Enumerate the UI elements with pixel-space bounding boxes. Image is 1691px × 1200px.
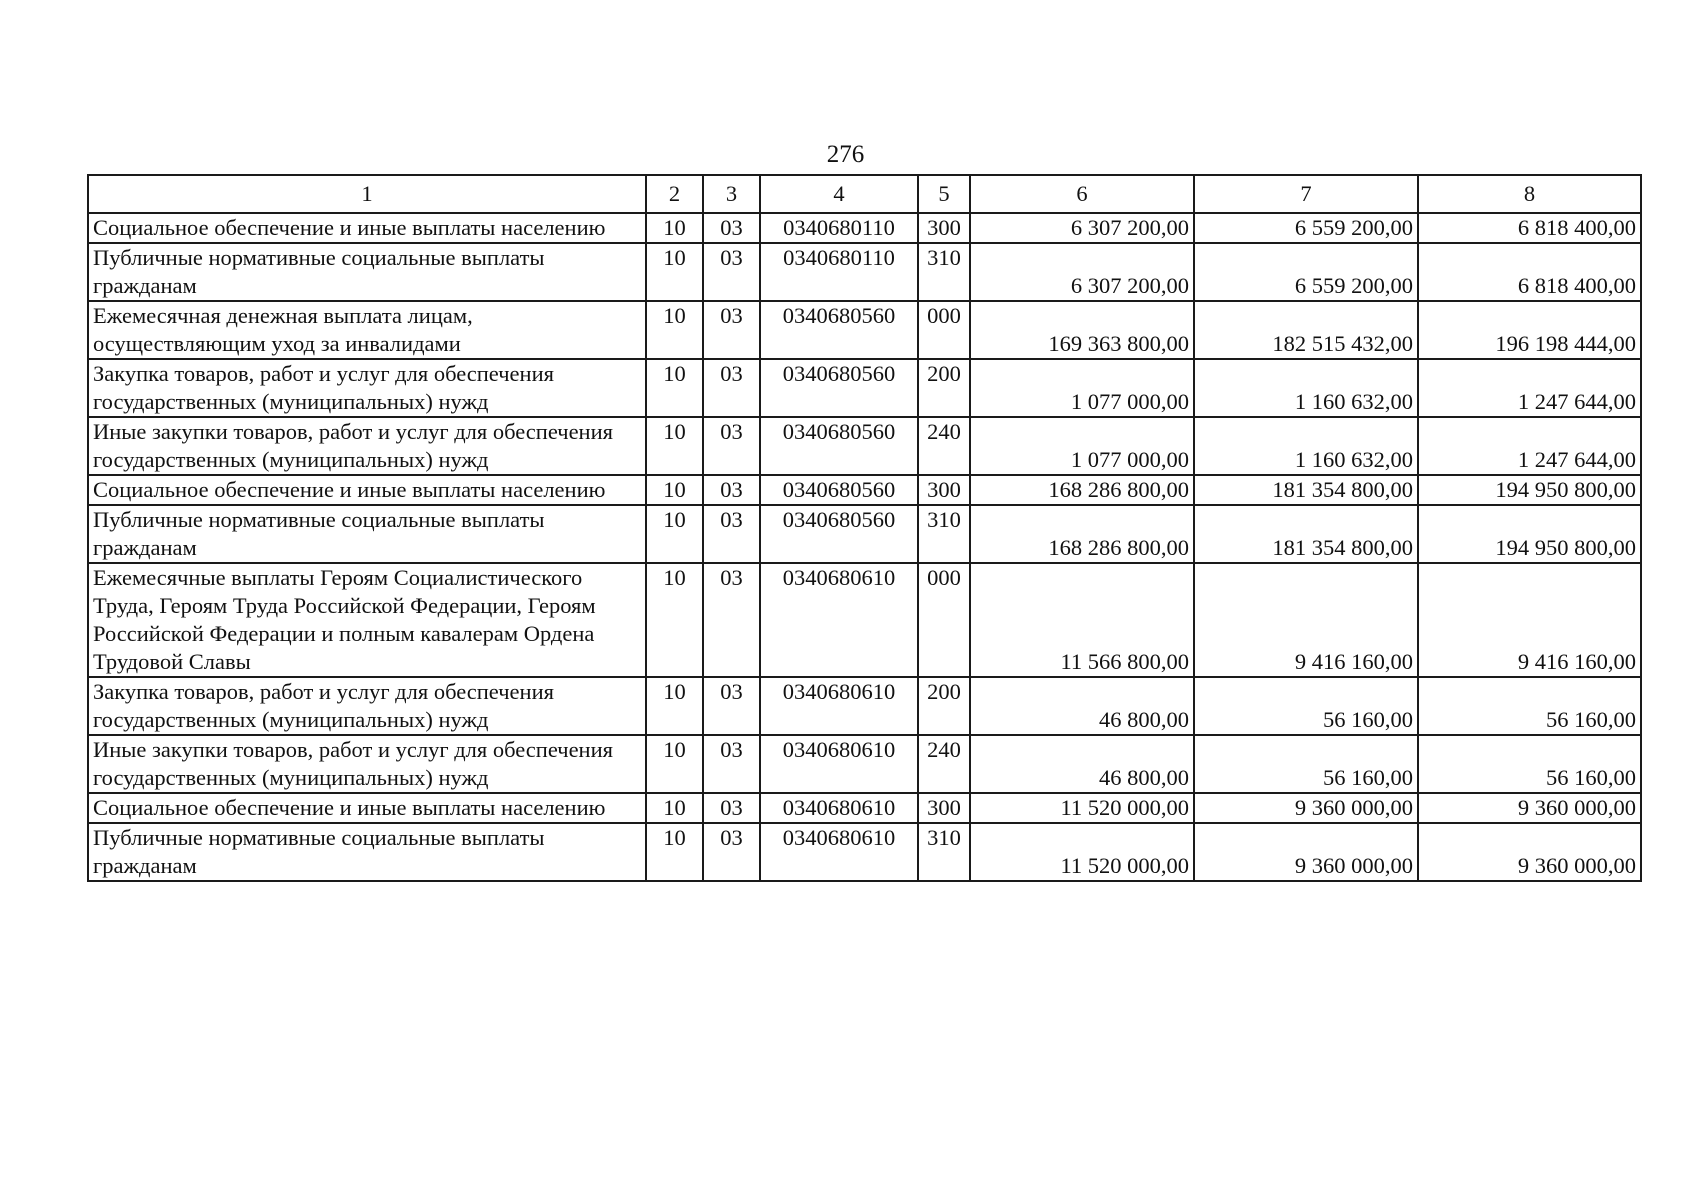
- target-article-code: 0340680610: [760, 677, 918, 735]
- header-cell: 3: [703, 175, 760, 213]
- amount-col-7: 9 360 000,00: [1194, 793, 1418, 823]
- section-code: 10: [646, 563, 703, 677]
- section-code: 10: [646, 793, 703, 823]
- amount-col-6: 11 520 000,00: [970, 793, 1194, 823]
- expense-name: Социальное обеспечение и иные выплаты населению: [88, 213, 646, 243]
- header-cell: 8: [1418, 175, 1641, 213]
- target-article-code: 0340680560: [760, 475, 918, 505]
- amount-col-8: 9 360 000,00: [1418, 823, 1641, 881]
- target-article-code: 0340680110: [760, 243, 918, 301]
- amount-col-8: 6 818 400,00: [1418, 243, 1641, 301]
- table-row: [88, 301, 1641, 359]
- amount-col-8: 56 160,00: [1418, 735, 1641, 793]
- header-cell: 1: [88, 175, 646, 213]
- amount-col-7: 6 559 200,00: [1194, 213, 1418, 243]
- expense-type-code: 240: [918, 735, 970, 793]
- amount-col-7: 6 559 200,00: [1194, 243, 1418, 301]
- table-row: [88, 677, 1641, 735]
- subsection-code: 03: [703, 301, 760, 359]
- amount-col-6: 6 307 200,00: [970, 213, 1194, 243]
- header-cell: 4: [760, 175, 918, 213]
- section-code: 10: [646, 359, 703, 417]
- amount-col-6: 6 307 200,00: [970, 243, 1194, 301]
- amount-col-7: 181 354 800,00: [1194, 475, 1418, 505]
- table-row: [88, 793, 1641, 823]
- header-cell: 7: [1194, 175, 1418, 213]
- section-code: 10: [646, 301, 703, 359]
- amount-col-6: 46 800,00: [970, 677, 1194, 735]
- subsection-code: 03: [703, 417, 760, 475]
- subsection-code: 03: [703, 505, 760, 563]
- target-article-code: 0340680560: [760, 417, 918, 475]
- amount-col-7: 9 416 160,00: [1194, 563, 1418, 677]
- amount-col-8: 9 360 000,00: [1418, 793, 1641, 823]
- section-code: 10: [646, 417, 703, 475]
- section-code: 10: [646, 823, 703, 881]
- amount-col-8: 56 160,00: [1418, 677, 1641, 735]
- subsection-code: 03: [703, 475, 760, 505]
- subsection-code: 03: [703, 823, 760, 881]
- expense-name: Иные закупки товаров, работ и услуг для обеспечения государственных (муниципальных) нужд: [88, 735, 646, 793]
- amount-col-6: 1 077 000,00: [970, 417, 1194, 475]
- table-row: [88, 243, 1641, 301]
- section-code: 10: [646, 505, 703, 563]
- target-article-code: 0340680560: [760, 505, 918, 563]
- expense-type-code: 200: [918, 359, 970, 417]
- section-code: 10: [646, 475, 703, 505]
- target-article-code: 0340680560: [760, 359, 918, 417]
- subsection-code: 03: [703, 793, 760, 823]
- amount-col-8: 196 198 444,00: [1418, 301, 1641, 359]
- header-cell: 5: [918, 175, 970, 213]
- expense-type-code: 300: [918, 475, 970, 505]
- expense-type-code: 000: [918, 563, 970, 677]
- amount-col-8: 9 416 160,00: [1418, 563, 1641, 677]
- table-row: [88, 505, 1641, 563]
- table-row: [88, 475, 1641, 505]
- expense-type-code: 310: [918, 505, 970, 563]
- table-row: [88, 735, 1641, 793]
- amount-col-6: 168 286 800,00: [970, 475, 1194, 505]
- amount-col-6: 11 566 800,00: [970, 563, 1194, 677]
- budget-table: [87, 174, 1642, 882]
- table-row: [88, 359, 1641, 417]
- subsection-code: 03: [703, 213, 760, 243]
- target-article-code: 0340680560: [760, 301, 918, 359]
- expense-type-code: 310: [918, 243, 970, 301]
- expense-name: Закупка товаров, работ и услуг для обеспечения государственных (муниципальных) нужд: [88, 677, 646, 735]
- expense-type-code: 200: [918, 677, 970, 735]
- amount-col-7: 1 160 632,00: [1194, 359, 1418, 417]
- table-row: [88, 563, 1641, 677]
- target-article-code: 0340680610: [760, 735, 918, 793]
- amount-col-6: 46 800,00: [970, 735, 1194, 793]
- page-number: 276: [826, 141, 865, 168]
- header-cell: 6: [970, 175, 1194, 213]
- amount-col-7: 56 160,00: [1194, 677, 1418, 735]
- expense-type-code: 000: [918, 301, 970, 359]
- subsection-code: 03: [703, 563, 760, 677]
- subsection-code: 03: [703, 359, 760, 417]
- target-article-code: 0340680610: [760, 563, 918, 677]
- expense-name: Социальное обеспечение и иные выплаты населению: [88, 475, 646, 505]
- target-article-code: 0340680610: [760, 823, 918, 881]
- expense-name: Ежемесячные выплаты Героям Социалистического Труда, Героям Труда Российской Федерации, Героям Российской Федерации и полным кавалерам Ордена Трудовой Славы: [88, 563, 646, 677]
- expense-name: Публичные нормативные социальные выплаты гражданам: [88, 243, 646, 301]
- amount-col-6: 1 077 000,00: [970, 359, 1194, 417]
- amount-col-8: 1 247 644,00: [1418, 359, 1641, 417]
- subsection-code: 03: [703, 735, 760, 793]
- amount-col-7: 56 160,00: [1194, 735, 1418, 793]
- table-row: [88, 823, 1641, 881]
- amount-col-8: 194 950 800,00: [1418, 475, 1641, 505]
- target-article-code: 0340680610: [760, 793, 918, 823]
- expense-type-code: 240: [918, 417, 970, 475]
- expense-name: Закупка товаров, работ и услуг для обеспечения государственных (муниципальных) нужд: [88, 359, 646, 417]
- amount-col-6: 11 520 000,00: [970, 823, 1194, 881]
- section-code: 10: [646, 243, 703, 301]
- amount-col-8: 1 247 644,00: [1418, 417, 1641, 475]
- expense-name: Иные закупки товаров, работ и услуг для обеспечения государственных (муниципальных) нужд: [88, 417, 646, 475]
- section-code: 10: [646, 677, 703, 735]
- expense-name: Социальное обеспечение и иные выплаты населению: [88, 793, 646, 823]
- amount-col-7: 182 515 432,00: [1194, 301, 1418, 359]
- expense-type-code: 300: [918, 793, 970, 823]
- table-row: [88, 417, 1641, 475]
- expense-type-code: 310: [918, 823, 970, 881]
- amount-col-8: 194 950 800,00: [1418, 505, 1641, 563]
- target-article-code: 0340680110: [760, 213, 918, 243]
- expense-name: Публичные нормативные социальные выплаты гражданам: [88, 505, 646, 563]
- amount-col-6: 168 286 800,00: [970, 505, 1194, 563]
- table-row: [88, 213, 1641, 243]
- subsection-code: 03: [703, 243, 760, 301]
- expense-name: Публичные нормативные социальные выплаты гражданам: [88, 823, 646, 881]
- section-code: 10: [646, 213, 703, 243]
- amount-col-8: 6 818 400,00: [1418, 213, 1641, 243]
- header-row: [88, 175, 1641, 213]
- expense-type-code: 300: [918, 213, 970, 243]
- amount-col-7: 181 354 800,00: [1194, 505, 1418, 563]
- amount-col-7: 1 160 632,00: [1194, 417, 1418, 475]
- expense-name: Ежемесячная денежная выплата лицам, осуществляющим уход за инвалидами: [88, 301, 646, 359]
- header-cell: 2: [646, 175, 703, 213]
- subsection-code: 03: [703, 677, 760, 735]
- section-code: 10: [646, 735, 703, 793]
- amount-col-6: 169 363 800,00: [970, 301, 1194, 359]
- amount-col-7: 9 360 000,00: [1194, 823, 1418, 881]
